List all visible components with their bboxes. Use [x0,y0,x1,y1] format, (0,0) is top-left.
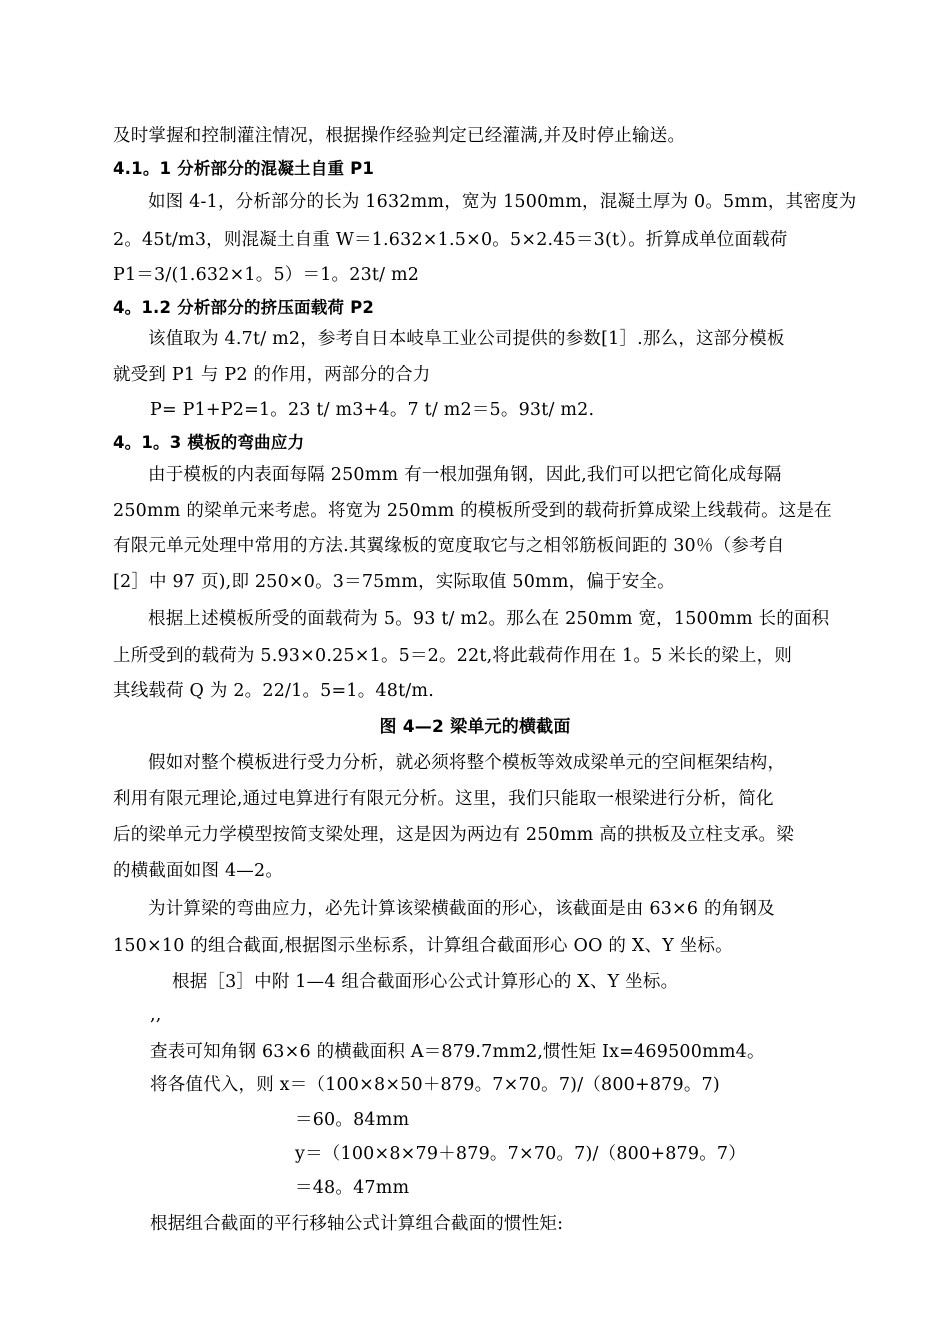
paragraph-line: 该值取为 4.7t/ m2，参考自日本岐阜工业公司提供的参数[1］.那么，这部分模板 [148,329,785,349]
paragraph-line: 利用有限元理论,通过电算进行有限元分析。这里，我们只能取一根梁进行分析，简化 [113,789,774,809]
figure-caption: 图 4—2 梁单元的横截面 [379,717,571,737]
paragraph-line: 250mm 的梁单元来考虑。将宽为 250mm 的模板所受到的载荷折算成梁上线载荷。这是在 [113,501,832,521]
paragraph-line: 其线载荷 Q 为 2。22/1。5=1。48t/m. [113,681,434,701]
paragraph-line: 上所受到的载荷为 5.93×0.25×1。5＝2。22t,将此载荷作用在 1。5 米长的梁上，则 [113,646,793,666]
paragraph-line: 根据组合截面的平行移轴公式计算组合截面的惯性矩: [150,1214,564,1234]
paragraph-line: 为计算梁的弯曲应力，必先计算该梁横截面的形心，该截面是由 63×6 的角钢及 [148,899,775,919]
paragraph-line: [2］中 97 页),即 250×0。3＝75mm，实际取值 50mm，偏于安全。 [113,572,675,592]
paragraph-line: 后的梁单元力学模型按简支梁处理，这是因为两边有 250mm 高的拱板及立柱支承。梁 [113,825,794,845]
formula-result: ＝48。47mm [295,1178,410,1198]
paragraph-line: 如图 4-1，分析部分的长为 1632mm，宽为 1500mm，混凝土厚为 0。5mm，其密度为 [148,192,857,212]
paragraph-line: 根据［3］中附 1—4 组合截面形心公式计算形心的 X、Y 坐标。 [172,972,679,992]
paragraph-line: 查表可知角钢 63×6 的横截面积 A＝879.7mm2,惯性矩 Ix=469500mm4。 [150,1042,765,1062]
paragraph-line: P1＝3/(1.632×1。5）＝1。23t/ m2 [113,265,420,285]
stray-marks: ,, [150,1005,162,1025]
section-heading: 4。1。3 模板的弯曲应力 [113,433,305,452]
paragraph-line: 假如对整个模板进行受力分析，就必须将整个模板等效成梁单元的空间框架结构， [148,753,786,773]
formula-line: P= P1+P2=1。23 t/ m3+4。7 t/ m2＝5。93t/ m2. [150,400,595,420]
formula-line: y＝（100×8×79＋879。7×70。7)/（800+879。7） [295,1144,746,1164]
paragraph-line: 由于模板的内表面每隔 250mm 有一根加强角钢，因此,我们可以把它简化成每隔 [148,465,782,485]
paragraph-line: 2。45t/m3，则混凝土自重 W＝1.632×1.5×0。5×2.45＝3(t）。折算成单位面载荷 [113,230,788,250]
paragraph-line: 就受到 P1 与 P2 的作用，两部分的合力 [113,365,431,385]
paragraph-line: 根据上述模板所受的面载荷为 5。93 t/ m2。那么在 250mm 宽，1500mm 长的面积 [148,609,830,629]
paragraph-line: 有限元单元处理中常用的方法.其翼缘板的宽度取它与之相邻筋板间距的 30％（参考自 [113,536,785,556]
paragraph-line: 的横截面如图 4—2。 [113,861,284,881]
formula-line: 将各值代入，则 x＝（100×8×50＋879。7×70。7)/（800+879。7) [150,1075,720,1095]
paragraph-line: 150×10 的组合截面,根据图示坐标系，计算组合截面形心 OO 的 X、Y 坐标。 [113,936,733,956]
formula-result: ＝60。84mm [295,1110,410,1130]
paragraph-line: 及时掌握和控制灌注情况，根据操作经验判定已经灌满,并及时停止输送。 [113,126,686,146]
section-heading: 4。1.2 分析部分的挤压面载荷 P2 [113,298,375,317]
section-heading: 4.1。1 分析部分的混凝土自重 P1 [113,159,375,178]
